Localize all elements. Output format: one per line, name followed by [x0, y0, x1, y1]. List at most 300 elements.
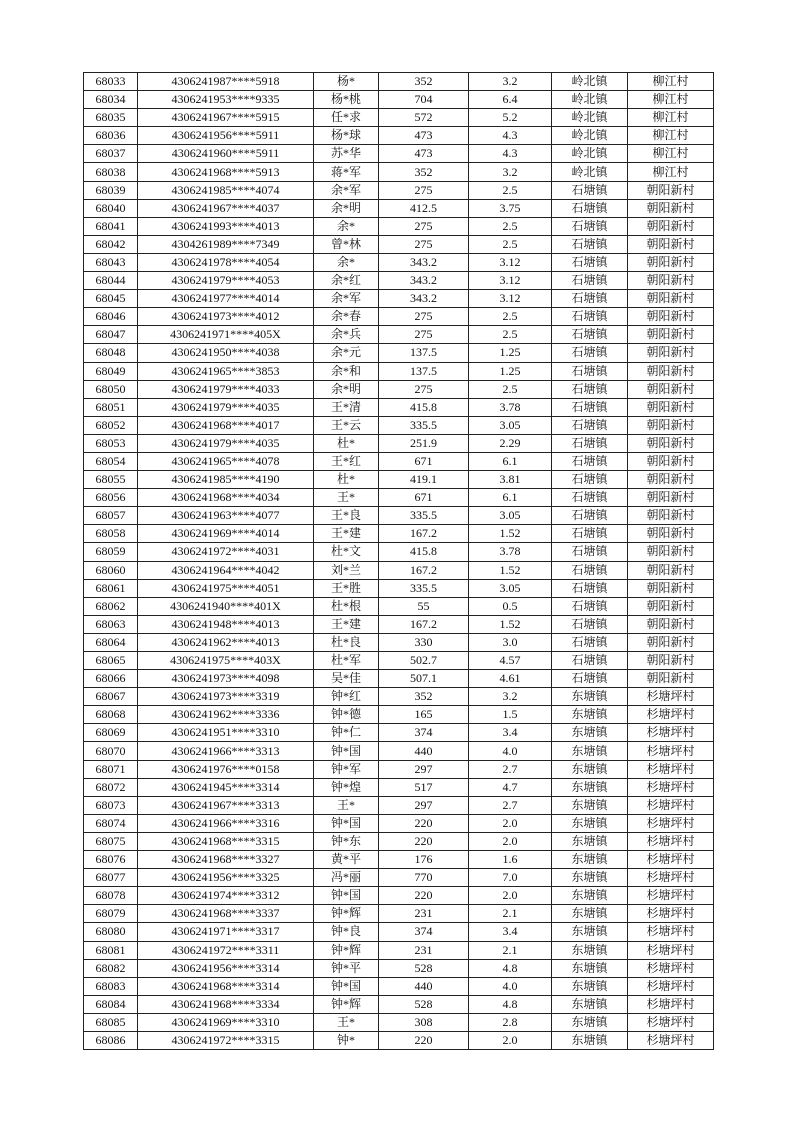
- name-cell: 钟*煌: [314, 778, 379, 796]
- record-id-cell: 68042: [84, 235, 138, 253]
- table-row: [84, 290, 714, 308]
- table-row: [84, 489, 714, 507]
- id-number-cell: 4306241968****4034: [138, 489, 314, 507]
- area-cell: 1.5: [469, 706, 552, 724]
- village-cell: 朝阳新村: [628, 633, 714, 651]
- amount-cell: 297: [379, 760, 469, 778]
- village-cell: 杉塘坪村: [628, 778, 714, 796]
- town-cell: 石塘镇: [552, 579, 628, 597]
- amount-cell: 517: [379, 778, 469, 796]
- record-id-cell: 68034: [84, 91, 138, 109]
- name-cell: 余*兵: [314, 326, 379, 344]
- table-row: [84, 670, 714, 688]
- town-cell: 石塘镇: [552, 326, 628, 344]
- name-cell: 钟*平: [314, 959, 379, 977]
- id-number-cell: 4306241974****3312: [138, 887, 314, 905]
- town-cell: 东塘镇: [552, 760, 628, 778]
- record-id-cell: 68079: [84, 905, 138, 923]
- town-cell: 石塘镇: [552, 652, 628, 670]
- id-number-cell: 4306241960****5911: [138, 145, 314, 163]
- id-number-cell: 4306241971****3317: [138, 923, 314, 941]
- name-cell: 钟*军: [314, 760, 379, 778]
- name-cell: 余*: [314, 217, 379, 235]
- area-cell: 1.52: [469, 561, 552, 579]
- amount-cell: 770: [379, 869, 469, 887]
- id-number-cell: 4306241973****3319: [138, 688, 314, 706]
- area-cell: 3.2: [469, 163, 552, 181]
- id-number-cell: 4306241940****401X: [138, 597, 314, 615]
- amount-cell: 415.8: [379, 398, 469, 416]
- name-cell: 蒋*军: [314, 163, 379, 181]
- town-cell: 东塘镇: [552, 851, 628, 869]
- record-id-cell: 68078: [84, 887, 138, 905]
- village-cell: 杉塘坪村: [628, 995, 714, 1013]
- town-cell: 石塘镇: [552, 380, 628, 398]
- name-cell: 任*求: [314, 109, 379, 127]
- id-number-cell: 4306241967****5915: [138, 109, 314, 127]
- record-id-cell: 68064: [84, 633, 138, 651]
- town-cell: 东塘镇: [552, 905, 628, 923]
- record-id-cell: 68054: [84, 452, 138, 470]
- table-row: [84, 724, 714, 742]
- record-id-cell: 68066: [84, 670, 138, 688]
- village-cell: 朝阳新村: [628, 434, 714, 452]
- name-cell: 钟*国: [314, 814, 379, 832]
- table-row: [84, 977, 714, 995]
- village-cell: 朝阳新村: [628, 199, 714, 217]
- table-row: [84, 1013, 714, 1031]
- record-id-cell: 68076: [84, 851, 138, 869]
- table-row: [84, 308, 714, 326]
- village-cell: 朝阳新村: [628, 525, 714, 543]
- id-number-cell: 4306241971****405X: [138, 326, 314, 344]
- record-id-cell: 68065: [84, 652, 138, 670]
- area-cell: 2.0: [469, 1031, 552, 1049]
- area-cell: 3.75: [469, 199, 552, 217]
- id-number-cell: 4306241962****4013: [138, 633, 314, 651]
- town-cell: 石塘镇: [552, 597, 628, 615]
- record-id-cell: 68037: [84, 145, 138, 163]
- name-cell: 吴*佳: [314, 670, 379, 688]
- amount-cell: 473: [379, 127, 469, 145]
- area-cell: 3.12: [469, 272, 552, 290]
- town-cell: 石塘镇: [552, 543, 628, 561]
- village-cell: 朝阳新村: [628, 507, 714, 525]
- record-id-cell: 68052: [84, 416, 138, 434]
- name-cell: 王*: [314, 489, 379, 507]
- town-cell: 岭北镇: [552, 145, 628, 163]
- amount-cell: 343.2: [379, 253, 469, 271]
- name-cell: 杨*桃: [314, 91, 379, 109]
- name-cell: 钟*德: [314, 706, 379, 724]
- table-row: [84, 416, 714, 434]
- amount-cell: 415.8: [379, 543, 469, 561]
- village-cell: 朝阳新村: [628, 253, 714, 271]
- record-id-cell: 68057: [84, 507, 138, 525]
- name-cell: 王*: [314, 796, 379, 814]
- area-cell: 2.5: [469, 308, 552, 326]
- area-cell: 4.3: [469, 145, 552, 163]
- name-cell: 杨*: [314, 73, 379, 91]
- id-number-cell: 4306241979****4035: [138, 398, 314, 416]
- id-number-cell: 4306241985****4190: [138, 471, 314, 489]
- name-cell: 王*胜: [314, 579, 379, 597]
- name-cell: 余*和: [314, 362, 379, 380]
- record-id-cell: 68040: [84, 199, 138, 217]
- table-row: [84, 941, 714, 959]
- area-cell: 2.5: [469, 380, 552, 398]
- area-cell: 1.6: [469, 851, 552, 869]
- amount-cell: 440: [379, 742, 469, 760]
- record-id-cell: 68086: [84, 1031, 138, 1049]
- name-cell: 余*春: [314, 308, 379, 326]
- id-number-cell: 4306241956****3325: [138, 869, 314, 887]
- town-cell: 岭北镇: [552, 127, 628, 145]
- table-row: [84, 832, 714, 850]
- area-cell: 1.25: [469, 362, 552, 380]
- id-number-cell: 4306241953****9335: [138, 91, 314, 109]
- town-cell: 东塘镇: [552, 778, 628, 796]
- town-cell: 东塘镇: [552, 941, 628, 959]
- amount-cell: 275: [379, 235, 469, 253]
- name-cell: 钟*国: [314, 887, 379, 905]
- record-id-cell: 68055: [84, 471, 138, 489]
- name-cell: 钟*国: [314, 977, 379, 995]
- record-id-cell: 68081: [84, 941, 138, 959]
- village-cell: 杉塘坪村: [628, 796, 714, 814]
- area-cell: 4.0: [469, 977, 552, 995]
- village-cell: 柳江村: [628, 73, 714, 91]
- record-id-cell: 68041: [84, 217, 138, 235]
- village-cell: 朝阳新村: [628, 489, 714, 507]
- id-number-cell: 4306241972****3311: [138, 941, 314, 959]
- name-cell: 钟*红: [314, 688, 379, 706]
- town-cell: 石塘镇: [552, 344, 628, 362]
- name-cell: 余*红: [314, 272, 379, 290]
- amount-cell: 231: [379, 941, 469, 959]
- area-cell: 4.3: [469, 127, 552, 145]
- town-cell: 石塘镇: [552, 253, 628, 271]
- table-row: [84, 905, 714, 923]
- name-cell: 钟*良: [314, 923, 379, 941]
- town-cell: 岭北镇: [552, 73, 628, 91]
- area-cell: 4.0: [469, 742, 552, 760]
- table-row: [84, 434, 714, 452]
- area-cell: 2.5: [469, 181, 552, 199]
- town-cell: 石塘镇: [552, 633, 628, 651]
- id-number-cell: 4306241950****4038: [138, 344, 314, 362]
- table-row: [84, 923, 714, 941]
- amount-cell: 220: [379, 814, 469, 832]
- amount-cell: 55: [379, 597, 469, 615]
- town-cell: 东塘镇: [552, 869, 628, 887]
- record-id-cell: 68073: [84, 796, 138, 814]
- table-row: [84, 91, 714, 109]
- record-id-cell: 68044: [84, 272, 138, 290]
- record-id-cell: 68074: [84, 814, 138, 832]
- table-row: [84, 163, 714, 181]
- amount-cell: 251.9: [379, 434, 469, 452]
- table-row: [84, 995, 714, 1013]
- amount-cell: 165: [379, 706, 469, 724]
- table-row: [84, 73, 714, 91]
- village-cell: 朝阳新村: [628, 362, 714, 380]
- table-row: [84, 887, 714, 905]
- table-row: [84, 199, 714, 217]
- amount-cell: 335.5: [379, 416, 469, 434]
- amount-cell: 330: [379, 633, 469, 651]
- town-cell: 东塘镇: [552, 724, 628, 742]
- amount-cell: 374: [379, 923, 469, 941]
- record-id-cell: 68036: [84, 127, 138, 145]
- village-cell: 朝阳新村: [628, 670, 714, 688]
- town-cell: 东塘镇: [552, 706, 628, 724]
- name-cell: 冯*丽: [314, 869, 379, 887]
- name-cell: 杜*良: [314, 633, 379, 651]
- village-cell: 朝阳新村: [628, 652, 714, 670]
- id-number-cell: 4306241968****5913: [138, 163, 314, 181]
- record-id-cell: 68063: [84, 615, 138, 633]
- name-cell: 余*: [314, 253, 379, 271]
- id-number-cell: 4306241968****3334: [138, 995, 314, 1013]
- village-cell: 朝阳新村: [628, 181, 714, 199]
- table-row: [84, 851, 714, 869]
- table-row: [84, 778, 714, 796]
- record-id-cell: 68061: [84, 579, 138, 597]
- amount-cell: 502.7: [379, 652, 469, 670]
- area-cell: 4.57: [469, 652, 552, 670]
- area-cell: 2.7: [469, 796, 552, 814]
- record-id-cell: 68069: [84, 724, 138, 742]
- town-cell: 东塘镇: [552, 959, 628, 977]
- id-number-cell: 4306241968****3314: [138, 977, 314, 995]
- id-number-cell: 4306241969****3310: [138, 1013, 314, 1031]
- village-cell: 朝阳新村: [628, 326, 714, 344]
- id-number-cell: 4306241963****4077: [138, 507, 314, 525]
- table-row: [84, 1031, 714, 1049]
- record-id-cell: 68050: [84, 380, 138, 398]
- village-cell: 杉塘坪村: [628, 832, 714, 850]
- table-row: [84, 814, 714, 832]
- amount-cell: 308: [379, 1013, 469, 1031]
- id-number-cell: 4306241948****4013: [138, 615, 314, 633]
- area-cell: 3.4: [469, 724, 552, 742]
- amount-cell: 412.5: [379, 199, 469, 217]
- id-number-cell: 4306241956****3314: [138, 959, 314, 977]
- table-row: [84, 253, 714, 271]
- table-row: [84, 760, 714, 778]
- village-cell: 柳江村: [628, 145, 714, 163]
- area-cell: 3.05: [469, 579, 552, 597]
- table-row: [84, 344, 714, 362]
- record-id-cell: 68058: [84, 525, 138, 543]
- village-cell: 朝阳新村: [628, 272, 714, 290]
- area-cell: 2.5: [469, 326, 552, 344]
- name-cell: 钟*: [314, 1031, 379, 1049]
- area-cell: 3.12: [469, 253, 552, 271]
- town-cell: 东塘镇: [552, 1031, 628, 1049]
- record-id-cell: 68068: [84, 706, 138, 724]
- village-cell: 杉塘坪村: [628, 887, 714, 905]
- village-cell: 朝阳新村: [628, 543, 714, 561]
- table-row: [84, 652, 714, 670]
- id-number-cell: 4306241975****4051: [138, 579, 314, 597]
- name-cell: 王*建: [314, 525, 379, 543]
- id-number-cell: 4306241973****4012: [138, 308, 314, 326]
- area-cell: 1.25: [469, 344, 552, 362]
- village-cell: 朝阳新村: [628, 416, 714, 434]
- village-cell: 杉塘坪村: [628, 760, 714, 778]
- table-row: [84, 869, 714, 887]
- name-cell: 钟*仁: [314, 724, 379, 742]
- amount-cell: 473: [379, 145, 469, 163]
- table-row: [84, 525, 714, 543]
- id-number-cell: 4306241972****4031: [138, 543, 314, 561]
- village-cell: 朝阳新村: [628, 235, 714, 253]
- id-number-cell: 4306241964****4042: [138, 561, 314, 579]
- area-cell: 6.4: [469, 91, 552, 109]
- town-cell: 岭北镇: [552, 163, 628, 181]
- amount-cell: 528: [379, 959, 469, 977]
- table-row: [84, 796, 714, 814]
- id-number-cell: 4306241966****3316: [138, 814, 314, 832]
- area-cell: 2.0: [469, 814, 552, 832]
- village-cell: 朝阳新村: [628, 344, 714, 362]
- table-row: [84, 507, 714, 525]
- id-number-cell: 4306241967****3313: [138, 796, 314, 814]
- name-cell: 王*建: [314, 615, 379, 633]
- table-row: [84, 597, 714, 615]
- record-id-cell: 68077: [84, 869, 138, 887]
- record-id-cell: 68047: [84, 326, 138, 344]
- name-cell: 王*清: [314, 398, 379, 416]
- id-number-cell: 4304261989****7349: [138, 235, 314, 253]
- amount-cell: 419.1: [379, 471, 469, 489]
- id-number-cell: 4306241993****4013: [138, 217, 314, 235]
- area-cell: 4.61: [469, 670, 552, 688]
- area-cell: 3.0: [469, 633, 552, 651]
- table-row: [84, 272, 714, 290]
- area-cell: 2.29: [469, 434, 552, 452]
- area-cell: 3.78: [469, 398, 552, 416]
- record-id-cell: 68060: [84, 561, 138, 579]
- village-cell: 柳江村: [628, 109, 714, 127]
- table-row: [84, 633, 714, 651]
- town-cell: 石塘镇: [552, 181, 628, 199]
- amount-cell: 275: [379, 217, 469, 235]
- town-cell: 石塘镇: [552, 434, 628, 452]
- id-number-cell: 4306241968****3315: [138, 832, 314, 850]
- id-number-cell: 4306241965****4078: [138, 452, 314, 470]
- town-cell: 石塘镇: [552, 235, 628, 253]
- table-row: [84, 706, 714, 724]
- town-cell: 东塘镇: [552, 742, 628, 760]
- village-cell: 朝阳新村: [628, 308, 714, 326]
- name-cell: 刘*兰: [314, 561, 379, 579]
- name-cell: 王*良: [314, 507, 379, 525]
- town-cell: 东塘镇: [552, 796, 628, 814]
- town-cell: 石塘镇: [552, 272, 628, 290]
- amount-cell: 507.1: [379, 670, 469, 688]
- town-cell: 岭北镇: [552, 109, 628, 127]
- amount-cell: 275: [379, 326, 469, 344]
- village-cell: 杉塘坪村: [628, 706, 714, 724]
- record-id-cell: 68038: [84, 163, 138, 181]
- name-cell: 王*云: [314, 416, 379, 434]
- area-cell: 6.1: [469, 452, 552, 470]
- amount-cell: 343.2: [379, 272, 469, 290]
- record-id-cell: 68062: [84, 597, 138, 615]
- table-row: [84, 235, 714, 253]
- town-cell: 东塘镇: [552, 814, 628, 832]
- town-cell: 东塘镇: [552, 923, 628, 941]
- area-cell: 2.5: [469, 235, 552, 253]
- amount-cell: 231: [379, 905, 469, 923]
- amount-cell: 275: [379, 380, 469, 398]
- name-cell: 杜*: [314, 471, 379, 489]
- name-cell: 钟*辉: [314, 941, 379, 959]
- village-cell: 杉塘坪村: [628, 724, 714, 742]
- village-cell: 杉塘坪村: [628, 742, 714, 760]
- record-id-cell: 68053: [84, 434, 138, 452]
- amount-cell: 671: [379, 489, 469, 507]
- town-cell: 石塘镇: [552, 561, 628, 579]
- area-cell: 4.8: [469, 959, 552, 977]
- amount-cell: 374: [379, 724, 469, 742]
- record-id-cell: 68056: [84, 489, 138, 507]
- table-row: [84, 362, 714, 380]
- name-cell: 曾*林: [314, 235, 379, 253]
- record-id-cell: 68043: [84, 253, 138, 271]
- village-cell: 朝阳新村: [628, 579, 714, 597]
- amount-cell: 275: [379, 308, 469, 326]
- village-cell: 朝阳新村: [628, 452, 714, 470]
- village-cell: 杉塘坪村: [628, 1031, 714, 1049]
- amount-cell: 137.5: [379, 344, 469, 362]
- town-cell: 石塘镇: [552, 362, 628, 380]
- village-cell: 杉塘坪村: [628, 688, 714, 706]
- record-id-cell: 68046: [84, 308, 138, 326]
- town-cell: 东塘镇: [552, 887, 628, 905]
- id-number-cell: 4306241951****3310: [138, 724, 314, 742]
- town-cell: 东塘镇: [552, 832, 628, 850]
- town-cell: 石塘镇: [552, 290, 628, 308]
- name-cell: 杨*球: [314, 127, 379, 145]
- area-cell: 2.7: [469, 760, 552, 778]
- name-cell: 余*明: [314, 380, 379, 398]
- area-cell: 2.8: [469, 1013, 552, 1031]
- area-cell: 2.1: [469, 941, 552, 959]
- village-cell: 杉塘坪村: [628, 905, 714, 923]
- village-cell: 柳江村: [628, 127, 714, 145]
- village-cell: 杉塘坪村: [628, 1013, 714, 1031]
- table-row: [84, 145, 714, 163]
- table-row: [84, 326, 714, 344]
- record-id-cell: 68039: [84, 181, 138, 199]
- record-id-cell: 68067: [84, 688, 138, 706]
- town-cell: 东塘镇: [552, 1013, 628, 1031]
- village-cell: 朝阳新村: [628, 290, 714, 308]
- id-number-cell: 4306241968****4017: [138, 416, 314, 434]
- area-cell: 3.05: [469, 507, 552, 525]
- amount-cell: 220: [379, 1031, 469, 1049]
- amount-cell: 352: [379, 163, 469, 181]
- table-row: [84, 452, 714, 470]
- record-id-cell: 68035: [84, 109, 138, 127]
- town-cell: 石塘镇: [552, 452, 628, 470]
- amount-cell: 297: [379, 796, 469, 814]
- area-cell: 0.5: [469, 597, 552, 615]
